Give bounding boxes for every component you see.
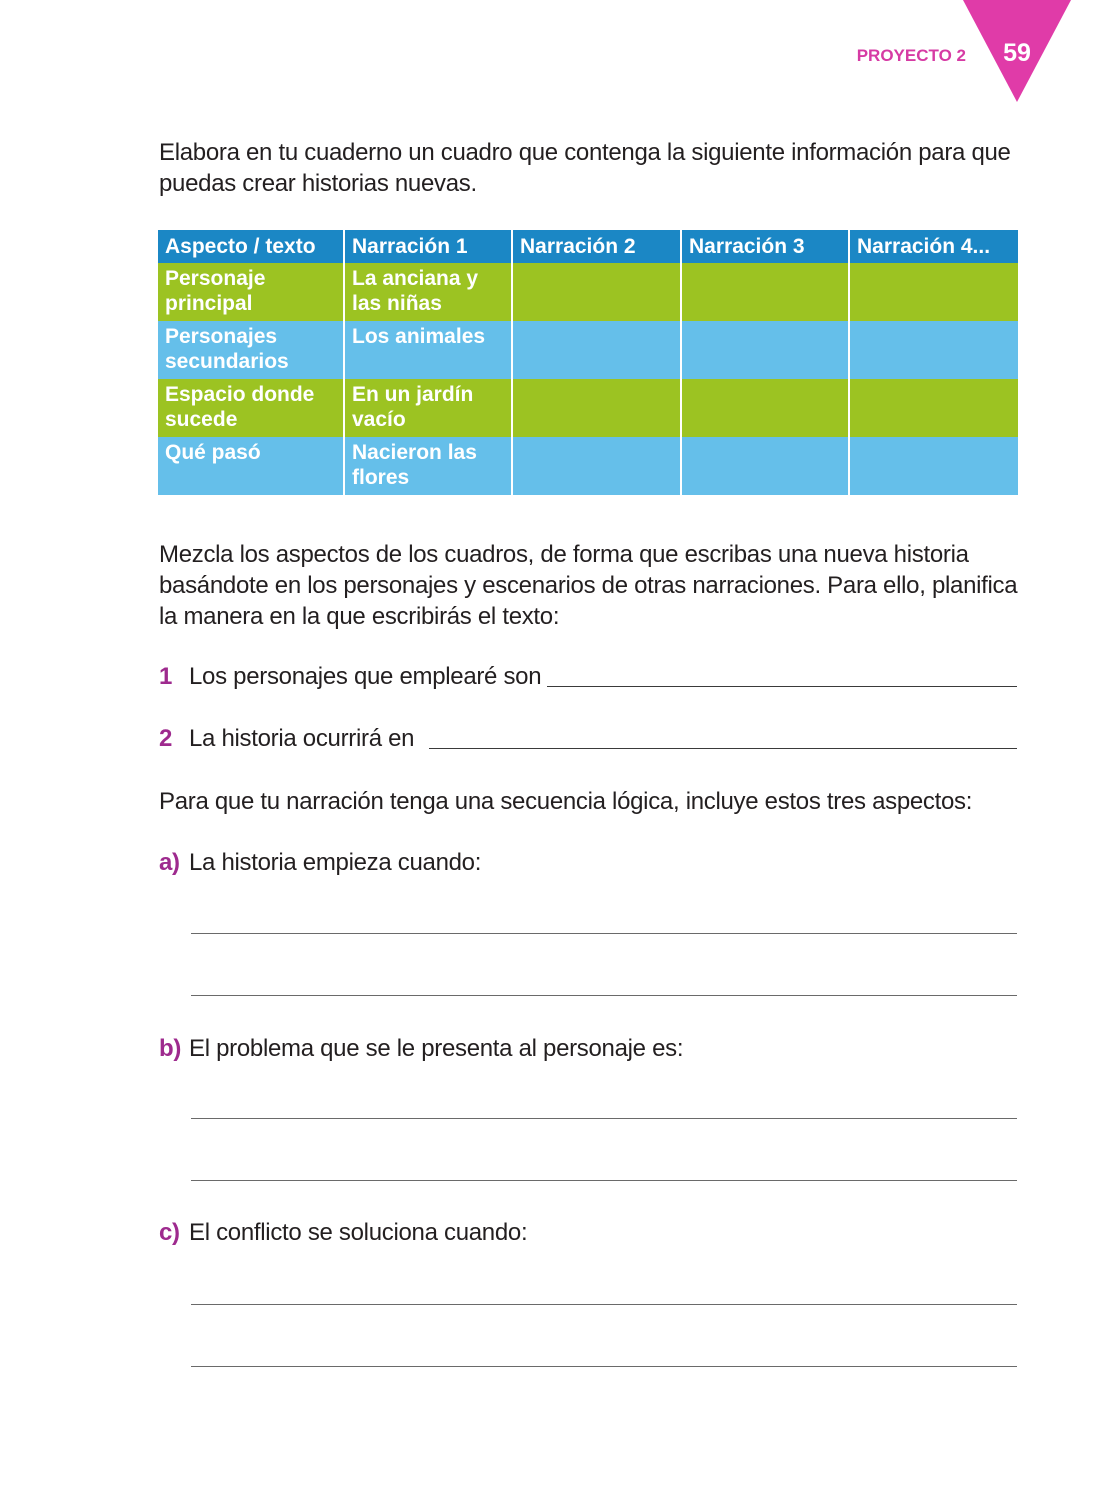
item-text: El conflicto se soluciona cuando: [189,1219,528,1246]
table-row [158,379,1018,437]
table-cell[interactable]: En un jardín vacío [344,379,512,437]
table-cell[interactable] [681,437,849,495]
page-number: 59 [1003,39,1031,67]
table-cell[interactable] [849,437,1018,495]
answer-line-a-1[interactable] [191,933,1017,934]
aspect-item-c [159,1218,527,1248]
column-header-narracion-4: Narración 4... [849,230,1018,263]
table-cell[interactable] [681,379,849,437]
table-cell[interactable]: La anciana y las niñas [344,263,512,321]
sequence-intro: Para que tu narración tenga una secuencia lógica, incluye estos tres aspectos: [159,788,973,815]
item-number: 1 [159,663,173,690]
column-header-narracion-1: Narración 1 [344,230,512,263]
table-cell[interactable] [512,379,681,437]
table-cell[interactable] [849,321,1018,379]
instructions-paragraph: Mezcla los aspectos de los cuadros, de forma que escribas una nueva historia basándote en los personajes y escenarios de otras narraciones. Para ello, planifica la manera en la que escribirás el texto: [159,541,1018,630]
aspect-cell: Personaje principal [158,263,344,321]
answer-line-c-2[interactable] [191,1366,1017,1367]
item-text: El problema que se le presenta al personaje es: [189,1035,684,1062]
aspect-cell: Qué pasó [158,437,344,495]
table-row [158,321,1018,379]
table-cell[interactable] [512,437,681,495]
table-cell[interactable]: Nacieron las flores [344,437,512,495]
answer-line-b-1[interactable] [191,1118,1017,1119]
table-row [158,437,1018,495]
item-letter: c) [159,1219,180,1246]
column-header-narracion-3: Narración 3 [681,230,849,263]
setting-answer-line[interactable] [429,748,1017,749]
item-letter: a) [159,849,180,876]
aspect-item-b [159,1034,683,1064]
answer-line-a-2[interactable] [191,995,1017,996]
answer-line-b-2[interactable] [191,1180,1017,1181]
numbered-item-1 [159,662,541,692]
item-text: La historia empieza cuando: [189,849,482,876]
item-letter: b) [159,1035,182,1062]
column-header-narracion-2: Narración 2 [512,230,681,263]
aspect-cell: Espacio donde sucede [158,379,344,437]
intro-paragraph: Elabora en tu cuaderno un cuadro que contenga la siguiente información para que puedas crear historias nuevas. [159,139,1011,197]
item-text: La historia ocurrirá en [189,725,415,752]
answer-line-c-1[interactable] [191,1304,1017,1305]
narration-table [158,230,1018,495]
table-cell[interactable] [681,263,849,321]
aspect-item-a [159,848,481,878]
table-cell[interactable] [849,263,1018,321]
table-header-row [158,230,1018,263]
aspect-cell: Personajes secundarios [158,321,344,379]
column-header-aspect: Aspecto / texto [158,230,344,263]
table-cell[interactable] [512,263,681,321]
table-cell[interactable]: Los animales [344,321,512,379]
table-row [158,263,1018,321]
table-cell[interactable] [849,379,1018,437]
project-label: PROYECTO 2 [856,46,966,65]
table-cell[interactable] [681,321,849,379]
numbered-item-2 [159,724,414,754]
table-cell[interactable] [512,321,681,379]
item-number: 2 [159,725,173,752]
item-text: Los personajes que emplearé son [189,663,542,690]
characters-answer-line[interactable] [547,686,1017,687]
